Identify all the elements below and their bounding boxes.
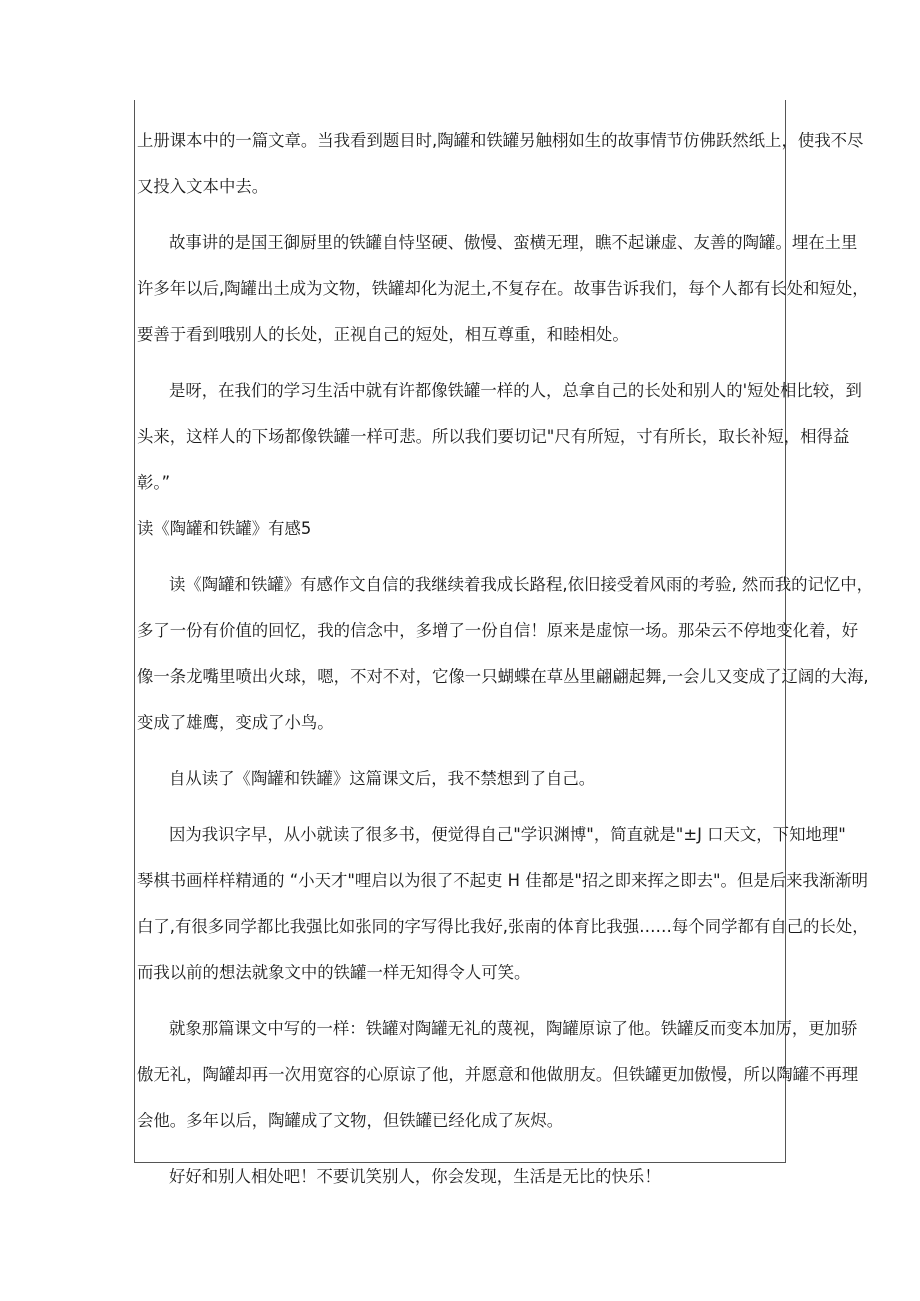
text-line: 好好和别人相处吧！不要讥笑别人，你会发现，生活是无比的快乐！ — [169, 1167, 661, 1186]
text-line: 会他。多年以后，陶罐成了文物，但铁罐已经化成了灰烬。 — [137, 1111, 564, 1130]
text-line: 而我以前的想法就象文中的铁罐一样无知得令人可笑。 — [137, 963, 531, 982]
text-line: 上册课本中的一篇文章。当我看到题目时,陶罐和铁罐另触栩如生的故事情节仿佛跃然纸上，使我不尽 — [137, 131, 864, 150]
text-line: 彰。” — [137, 473, 171, 492]
paragraph — [137, 118, 864, 210]
text-line: 又投入文本中去。 — [137, 177, 269, 196]
text-line: 要善于看到哦别人的长处，正视自己的短处，相互尊重，和睦相处。 — [137, 325, 629, 344]
text-line: 变成了雄鹰，变成了小鸟。 — [137, 713, 334, 732]
paragraph — [137, 220, 869, 358]
text-line: 傲无礼，陶罐却再一次用宽容的心原谅了他，并愿意和他做朋友。但铁罐更加傲慢，所以陶罐不再理 — [137, 1065, 859, 1084]
text-line: 许多年以后,陶罐出土成为文物，铁罐却化为泥土,不复存在。故事告诉我们，每个人都有长处和短处， — [137, 279, 869, 298]
paragraph — [137, 368, 862, 506]
document-body — [137, 118, 874, 1200]
text-line: 多了一份有价值的回忆，我的信念中，多增了一份自信！原来是虚惊一场。那朵云不停地变化着，好 — [137, 621, 859, 640]
paragraph — [137, 562, 874, 746]
paragraph — [137, 756, 784, 802]
text-line: 像一条龙嘴里喷出火球，嗯，不对不对，它像一只蝴蝶在草丛里翩翩起舞,一会儿又变成了辽阔的大海, — [137, 667, 869, 686]
section-heading: 读《陶罐和铁罐》有感5 — [137, 519, 312, 538]
paragraph — [137, 1006, 859, 1144]
text-line: 因为我识字早，从小就读了很多书，便觉得自己"学识渊博"，简直就是"±J 口天文，下知地理" — [169, 825, 846, 844]
text-line: 白了,有很多同学都比我强比如张同的字写得比我好,张南的体育比我强……每个同学都有自己的长处， — [137, 917, 869, 936]
text-line: 琴棋书画样样精通的 “小天才"哩启以为很了不起吏 H 佳都是"招之即来挥之即去"。但是后来我渐渐明 — [137, 871, 869, 890]
text-line: 自从读了《陶罐和铁罐》这篇课文后，我不禁想到了自己。 — [169, 769, 596, 788]
text-line: 读《陶罐和铁罐》有感作文自信的我继续着我成长路程,依旧接受着风雨的考验, 然而我的记忆中， — [169, 575, 874, 594]
paragraph — [137, 1154, 784, 1200]
text-line: 就象那篇课文中写的一样：铁罐对陶罐无礼的蔑视，陶罐原谅了他。铁罐反而变本加厉，更加骄 — [169, 1019, 858, 1038]
paragraph — [137, 812, 869, 996]
text-line: 故事讲的是国王御厨里的铁罐自恃坚硬、傲慢、蛮横无理，瞧不起谦虚、友善的陶罐。埋在土里 — [169, 233, 858, 252]
text-line: 头来，这样人的下场都像铁罐一样可悲。所以我们要切记"尺有所短，寸有所长，取长补短，相得益 — [137, 427, 850, 446]
text-line: 是呀，在我们的学习生活中就有许都像铁罐一样的人，总拿自己的长处和别人的'短处相比较，到 — [169, 381, 862, 400]
